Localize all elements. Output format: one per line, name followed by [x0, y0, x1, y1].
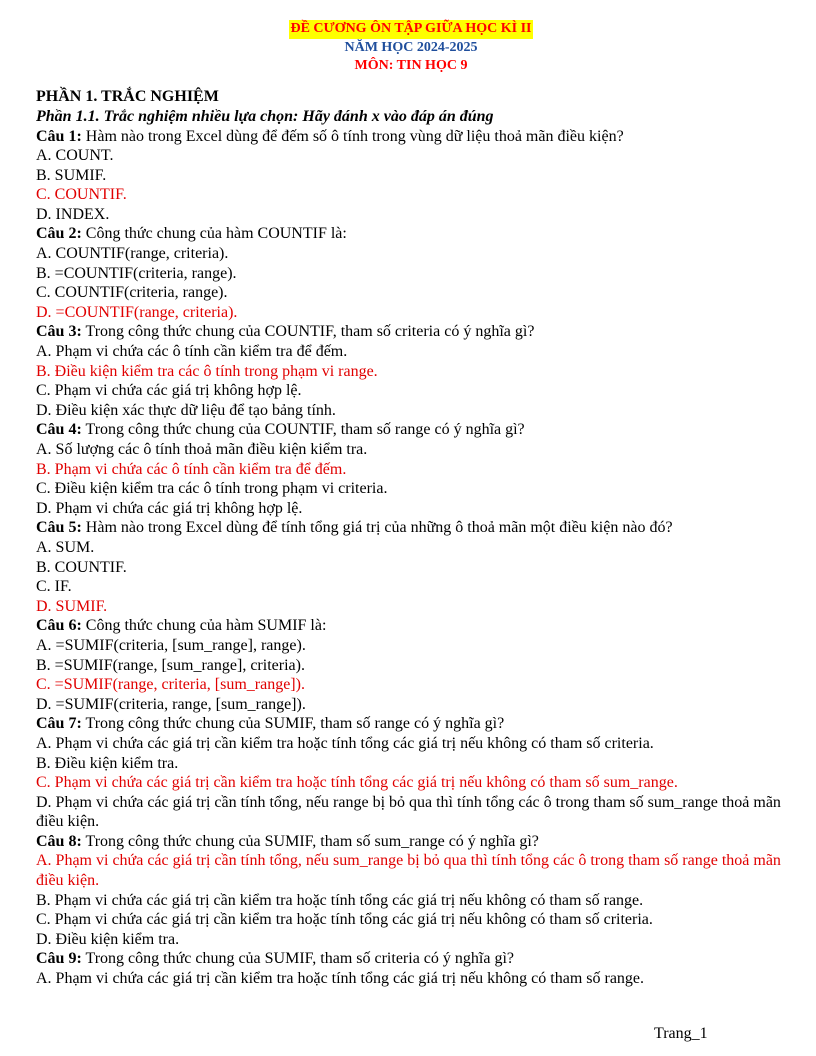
- document-header: [36, 20, 786, 76]
- question-body: Trong công thức chung của COUNTIF, tham số criteria có ý nghĩa gì?: [81, 323, 535, 341]
- question-body: Hàm nào trong Excel dùng để đếm số ô tính trong vùng dữ liệu thoả mãn điều kiện?: [81, 127, 624, 145]
- answer-option: B. Phạm vi chứa các giá trị cần kiểm tra hoặc tính tổng các giá trị nếu không có tham số range.: [36, 891, 644, 909]
- answer-option: C. Phạm vi chứa các giá trị cần kiểm tra hoặc tính tổng các giá trị nếu không có tham số criteria.: [36, 911, 653, 929]
- question-block: [36, 714, 786, 832]
- answer-option: A. COUNT.: [36, 147, 114, 165]
- question-text: [36, 714, 786, 734]
- answer-option: C. IF.: [36, 578, 72, 596]
- answer-option: D. INDEX.: [36, 205, 110, 223]
- answer-option-correct: C. Phạm vi chứa các giá trị cần kiểm tra hoặc tính tổng các giá trị nếu không có tham số sum_range.: [36, 774, 678, 792]
- question-label: Câu 5:: [36, 519, 82, 537]
- question-body: Trong công thức chung của SUMIF, tham số criteria có ý nghĩa gì?: [81, 950, 514, 968]
- question-text: [36, 616, 786, 636]
- answer-option: B. =SUMIF(range, [sum_range], criteria).: [36, 656, 305, 674]
- question-text: [36, 224, 786, 244]
- answer-option-correct: C. COUNTIF.: [36, 186, 127, 204]
- question-body: Công thức chung của hàm COUNTIF là:: [81, 225, 347, 243]
- question-label: Câu 9:: [36, 950, 82, 968]
- question-text: [36, 420, 786, 440]
- answer-option: B. Điều kiện kiểm tra.: [36, 754, 179, 772]
- question-label: Câu 2:: [36, 225, 82, 243]
- question-block: [36, 224, 786, 322]
- answer-option: C. COUNTIF(criteria, range).: [36, 284, 228, 302]
- document-title: ĐỀ CƯƠNG ÔN TẬP GIỮA HỌC KÌ II: [289, 20, 532, 39]
- answer-option-correct: B. Điều kiện kiểm tra các ô tính trong phạm vi range.: [36, 362, 378, 380]
- answer-option: A. Phạm vi chứa các giá trị cần kiểm tra hoặc tính tổng các giá trị nếu không có tham số criteria.: [36, 734, 654, 752]
- answer-option-correct: D. SUMIF.: [36, 597, 108, 615]
- question-text: [36, 518, 786, 538]
- answer-option: B. SUMIF.: [36, 166, 107, 184]
- answer-option: A. =SUMIF(criteria, [sum_range], range).: [36, 636, 306, 654]
- answer-option: C. Phạm vi chứa các giá trị không hợp lệ.: [36, 382, 302, 400]
- answer-option: D. Phạm vi chứa các giá trị không hợp lệ.: [36, 499, 303, 517]
- answer-option-correct: C. =SUMIF(range, criteria, [sum_range]).: [36, 676, 305, 694]
- question-text: [36, 322, 786, 342]
- answer-option: D. Phạm vi chứa các giá trị cần tính tổng, nếu range bị bỏ qua thì tính tổng các ô trong tham số sum_range thoả mãn điều kiện.: [36, 793, 781, 831]
- school-year: NĂM HỌC 2024-2025: [344, 39, 478, 55]
- question-block: [36, 616, 786, 714]
- answer-option: A. Phạm vi chứa các giá trị cần kiểm tra hoặc tính tổng các giá trị nếu không có tham số range.: [36, 970, 645, 988]
- question-block: [36, 322, 786, 420]
- part-subheading: Phần 1.1. Trắc nghiệm nhiều lựa chọn: Hãy đánh x vào đáp án đúng: [36, 107, 494, 125]
- subject-title: MÔN: TIN HỌC 9: [354, 58, 468, 73]
- question-list: [36, 127, 786, 989]
- question-block: [36, 518, 786, 616]
- question-block: [36, 127, 786, 225]
- question-body: Hàm nào trong Excel dùng để tính tổng giá trị của những ô thoả mãn một điều kiện nào đó?: [81, 519, 673, 537]
- question-block: [36, 949, 786, 988]
- part-heading: PHẦN 1. TRẮC NGHIỆM: [36, 87, 219, 105]
- answer-option-correct: D. =COUNTIF(range, criteria).: [36, 303, 238, 321]
- question-body: Công thức chung của hàm SUMIF là:: [81, 617, 327, 635]
- question-text: [36, 832, 786, 852]
- answer-option: A. Phạm vi chứa các ô tính cần kiểm tra để đếm.: [36, 343, 348, 361]
- answer-option: D. Điều kiện xác thực dữ liệu để tạo bảng tính.: [36, 401, 336, 419]
- question-body: Trong công thức chung của SUMIF, tham số range có ý nghĩa gì?: [81, 715, 505, 733]
- answer-option: C. Điều kiện kiểm tra các ô tính trong phạm vi criteria.: [36, 480, 388, 498]
- question-label: Câu 8:: [36, 832, 82, 850]
- question-label: Câu 6:: [36, 617, 82, 635]
- document-page: [36, 20, 786, 989]
- question-label: Câu 1:: [36, 127, 82, 145]
- question-label: Câu 4:: [36, 421, 82, 439]
- question-block: [36, 832, 786, 950]
- answer-option: A. SUM.: [36, 538, 95, 556]
- answer-option-correct: A. Phạm vi chứa các giá trị cần tính tổng, nếu sum_range bị bỏ qua thì tính tổng các ô trong tham số range thoả mãn điều kiện.: [36, 852, 781, 890]
- question-body: Trong công thức chung của SUMIF, tham số sum_range có ý nghĩa gì?: [81, 832, 539, 850]
- answer-option: A. COUNTIF(range, criteria).: [36, 245, 229, 263]
- answer-option: A. Số lượng các ô tính thoả mãn điều kiện kiểm tra.: [36, 441, 368, 458]
- answer-option: B. =COUNTIF(criteria, range).: [36, 264, 237, 282]
- question-body: Trong công thức chung của COUNTIF, tham số range có ý nghĩa gì?: [81, 421, 525, 439]
- page-number: Trang_1: [654, 1025, 708, 1042]
- question-label: Câu 7:: [36, 715, 82, 733]
- question-block: [36, 420, 786, 518]
- answer-option: D. =SUMIF(criteria, range, [sum_range]).: [36, 695, 306, 713]
- question-label: Câu 3:: [36, 323, 82, 341]
- answer-option: D. Điều kiện kiểm tra.: [36, 930, 180, 948]
- question-text: [36, 949, 786, 969]
- answer-option: B. COUNTIF.: [36, 558, 127, 576]
- answer-option-correct: B. Phạm vi chứa các ô tính cần kiểm tra để đếm.: [36, 460, 347, 478]
- question-text: [36, 127, 786, 147]
